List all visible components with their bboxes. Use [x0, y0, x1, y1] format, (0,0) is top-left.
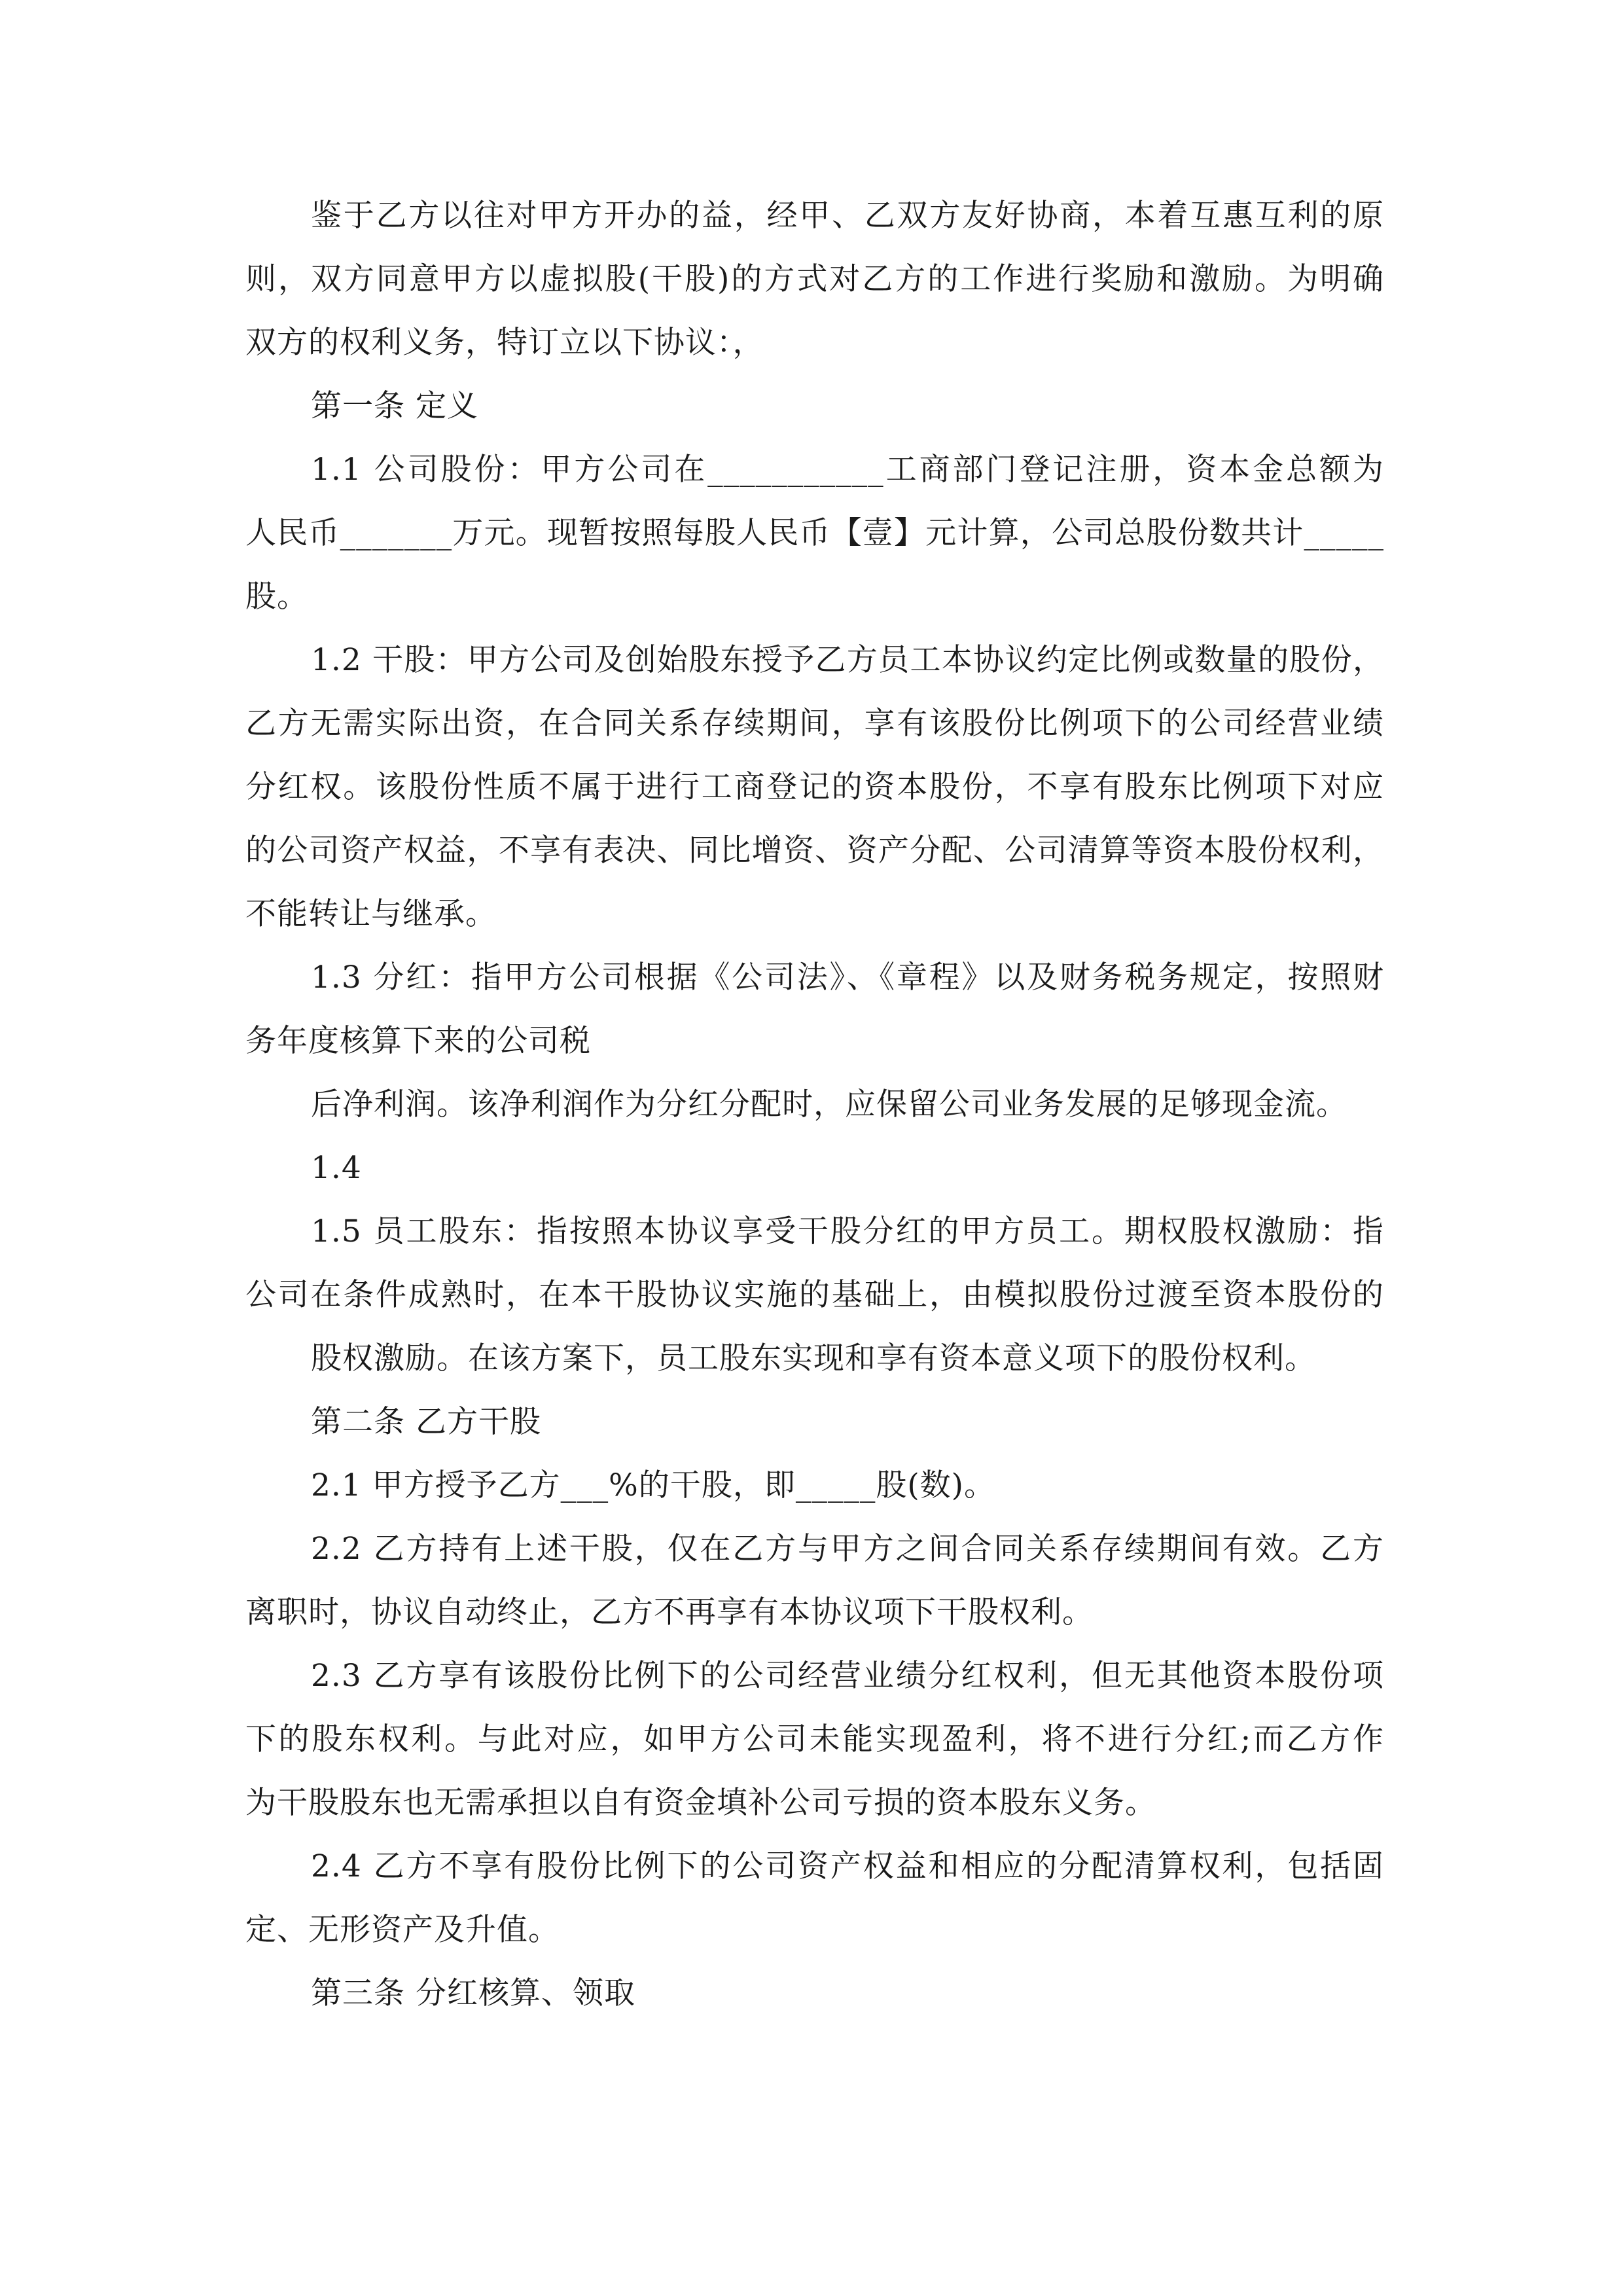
- clause-1-1-line-2: 人民币_______万元。现暂按照每股人民币【壹】元计算，公司总股份数共计_____: [245, 515, 1384, 551]
- clause-1-5-line-3: 股权激励。在该方案下，员工股东实现和享有资本意义项下的股份权利。: [311, 1340, 1316, 1376]
- clause-2-3-line-2: 下的股东权利。与此对应，如甲方公司未能实现盈利，将不进行分红;而乙方作: [245, 1721, 1384, 1757]
- clause-1-4: 1.4: [311, 1150, 362, 1186]
- clause-1-2-line-2: 乙方无需实际出资，在合同关系存续期间，享有该股份比例项下的公司经营业绩: [245, 706, 1384, 742]
- clause-1-2-line-4: 的公司资产权益，不享有表决、同比增资、资产分配、公司清算等资本股份权利，: [245, 833, 1384, 869]
- clause-2-4-line-2: 定、无形资产及升值。: [245, 1912, 560, 1948]
- clause-2-4-line-1: 2.4 乙方不享有股份比例下的公司资产权益和相应的分配清算权利，包括固: [311, 1848, 1384, 1884]
- clause-1-3-line-3: 后净利润。该净利润作为分红分配时，应保留公司业务发展的足够现金流。: [311, 1086, 1347, 1122]
- clause-2-1: 2.1 甲方授予乙方___%的干股，即_____股(数)。: [311, 1467, 996, 1503]
- clause-1-2-line-1: 1.2 干股：甲方公司及创始股东授予乙方员工本协议约定比例或数量的股份，: [311, 642, 1384, 678]
- clause-1-5-line-1: 1.5 员工股东：指按照本协议享受干股分红的甲方员工。期权股权激励：指: [311, 1213, 1384, 1249]
- preamble-line-3: 双方的权利义务，特订立以下协议：，: [245, 325, 764, 361]
- clause-1-1-line-3: 股。: [245, 579, 308, 615]
- clause-1-1-line-1: 1.1 公司股份：甲方公司在___________工商部门登记注册，资本金总额为: [311, 452, 1384, 488]
- article-1-heading: 第一条 定义: [311, 388, 478, 424]
- clause-1-5-line-2: 公司在条件成熟时，在本干股协议实施的基础上，由模拟股份过渡至资本股份的: [245, 1277, 1384, 1313]
- preamble-line-1: 鉴于乙方以往对甲方开办的益，经甲、乙双方友好协商，本着互惠互利的原: [311, 198, 1384, 234]
- article-3-heading: 第三条 分红核算、领取: [311, 1975, 635, 2011]
- clause-2-2-line-1: 2.2 乙方持有上述干股，仅在乙方与甲方之间合同关系存续期间有效。乙方: [311, 1531, 1384, 1567]
- preamble-line-2: 则，双方同意甲方以虚拟股(干股)的方式对乙方的工作进行奖励和激励。为明确: [245, 261, 1384, 297]
- clause-1-2-line-3: 分红权。该股份性质不属于进行工商登记的资本股份，不享有股东比例项下对应: [245, 769, 1384, 805]
- clause-2-3-line-3: 为干股股东也无需承担以自有资金填补公司亏损的资本股东义务。: [245, 1785, 1156, 1821]
- clause-1-3-line-2: 务年度核算下来的公司税: [245, 1023, 591, 1059]
- clause-1-2-line-5: 不能转让与继承。: [245, 896, 497, 932]
- clause-2-3-line-1: 2.3 乙方享有该股份比例下的公司经营业绩分红权利，但无其他资本股份项: [311, 1658, 1384, 1694]
- clause-2-2-line-2: 离职时，协议自动终止，乙方不再享有本协议项下干股权利。: [245, 1594, 1094, 1630]
- clause-1-3-line-1: 1.3 分红：指甲方公司根据《公司法》、《章程》以及财务税务规定，按照财: [311, 960, 1384, 996]
- article-2-heading: 第二条 乙方干股: [311, 1404, 541, 1440]
